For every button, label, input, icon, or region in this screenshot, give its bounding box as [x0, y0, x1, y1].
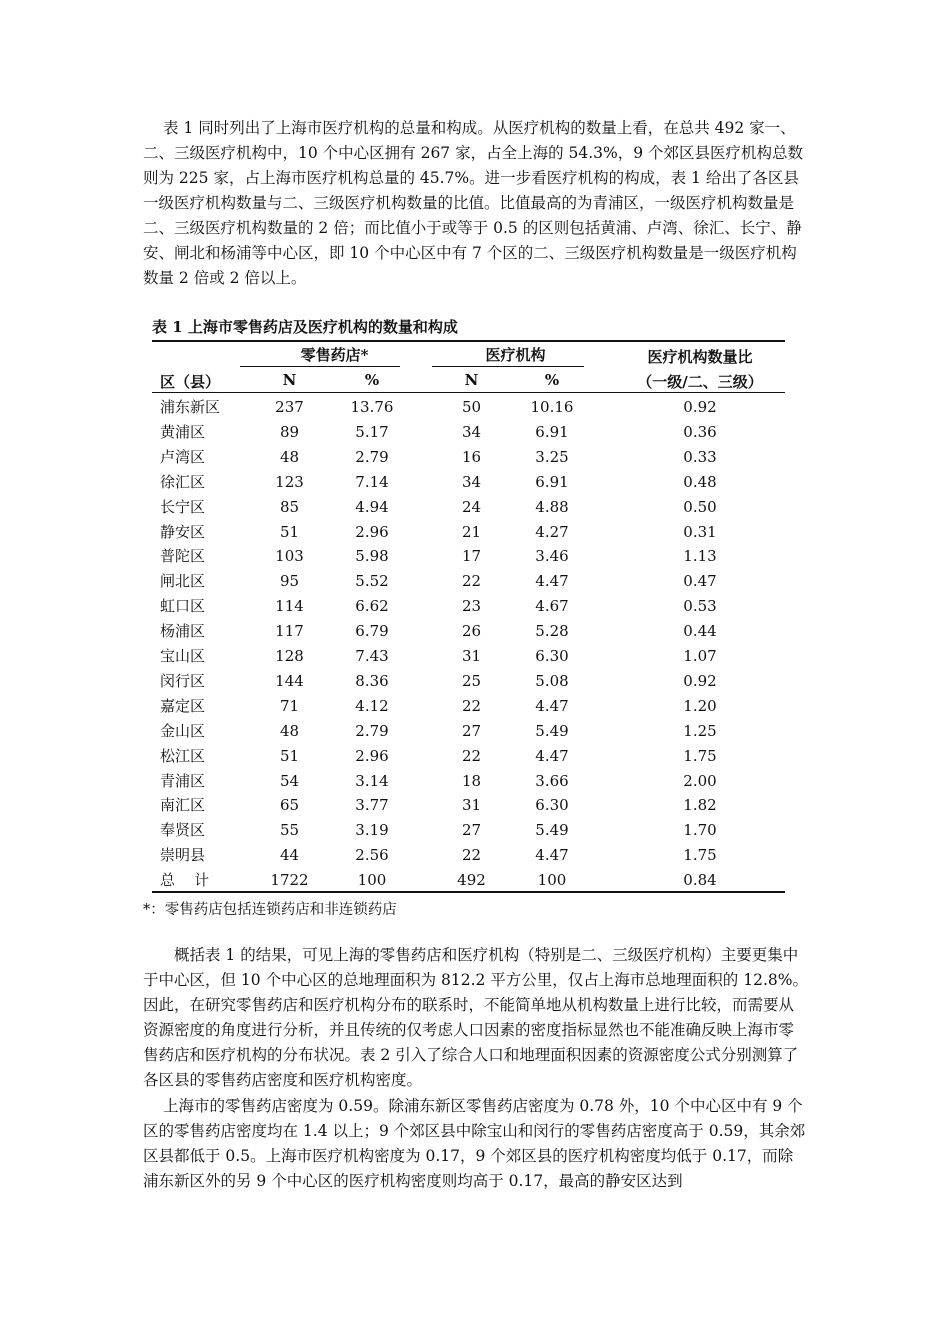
- header-n1: N: [282, 371, 297, 389]
- table-row: [152, 619, 785, 644]
- cell-ratio: 1.75: [683, 746, 717, 765]
- table-row: [152, 520, 785, 545]
- cell-pct1: 2.79: [355, 721, 389, 740]
- cell-district: 徐汇区: [160, 472, 206, 491]
- table-row: [152, 544, 785, 569]
- table-header-rule: [152, 392, 785, 393]
- cell-ratio: 1.07: [683, 647, 717, 665]
- cell-district: 闵行区: [160, 671, 206, 690]
- cell-pct2: 5.28: [535, 622, 569, 641]
- cell-pct1: 7.43: [355, 647, 389, 665]
- cell-pct2: 3.25: [535, 447, 569, 466]
- table-row: [152, 420, 785, 445]
- table-row: [152, 694, 785, 719]
- table-row: [152, 594, 785, 619]
- cell-n1: 95: [279, 572, 300, 591]
- cell-pct2: 5.49: [535, 721, 569, 740]
- cell-district: 虹口区: [160, 597, 206, 616]
- cell-pct2: 4.47: [535, 846, 569, 865]
- cell-pct1: 2.96: [355, 522, 389, 541]
- cell-n1: 55: [279, 821, 300, 840]
- cell-pct1: 7.14: [355, 472, 389, 491]
- paragraph-1: 表 1 同时列出了上海市医疗机构的总量和构成。从医疗机构的数量上看，在总共 492 家一、二、三级医疗机构中，10 个中心区拥有 267 家，占全上海的 54.3%，9 个郊区县医疗机构总数则为 225 家，占上海市医疗机构总量的 45.7%。进一步看医疗机构的构成，表 1 给出了各区县一级医疗机构数量与二、三级医疗机构数量的比值。比值最高的为青浦区，一级医疗机构数量是二、三级医疗机构数量的 2 倍；而比值小于或等于 0.5 的区则包括黄浦、卢湾、徐汇、长宁、静安、闸北和杨浦等中心区，即 10 个中心区中有 7 个区的二、三级医疗机构数量是一级医疗机构数量 2 倍或 2 倍以上。: [143, 119, 804, 287]
- cell-pct2: 3.46: [535, 547, 569, 566]
- cell-n2: 22: [461, 846, 482, 865]
- cell-n2: 34: [461, 422, 482, 441]
- cell-pct2: 4.88: [535, 497, 569, 516]
- cell-n2: 22: [461, 696, 482, 715]
- cell-district: 杨浦区: [160, 622, 206, 641]
- cell-ratio: 1.70: [683, 821, 717, 840]
- cell-district: 总 计: [160, 871, 210, 890]
- header-n2: N: [464, 371, 479, 389]
- cell-pct1: 100: [357, 871, 387, 890]
- cell-n2: 23: [461, 597, 482, 616]
- cell-pct1: 13.76: [350, 398, 394, 416]
- cell-district: 青浦区: [160, 771, 206, 790]
- header-pct2: %: [544, 371, 560, 389]
- cell-n2: 50: [461, 398, 482, 416]
- cell-ratio: 0.48: [683, 472, 717, 491]
- cell-pct1: 5.17: [355, 422, 389, 441]
- cell-ratio: 2.00: [683, 771, 717, 790]
- cell-ratio: 0.47: [683, 572, 717, 591]
- cell-n2: 24: [461, 497, 482, 516]
- cell-pct2: 4.27: [535, 522, 569, 541]
- table-row: [152, 644, 785, 669]
- cell-n2: 16: [461, 447, 482, 466]
- cell-pct1: 4.94: [355, 497, 389, 516]
- cell-pct2: 10.16: [530, 398, 574, 416]
- cell-pct2: 4.67: [535, 597, 569, 616]
- cell-n2: 18: [461, 771, 482, 790]
- cell-n2: 17: [461, 547, 482, 566]
- cell-n1: 48: [279, 721, 300, 740]
- cell-n2: 31: [461, 647, 482, 665]
- cell-district: 嘉定区: [160, 696, 206, 715]
- cell-n1: 48: [279, 447, 300, 466]
- cell-district: 长宁区: [160, 497, 206, 516]
- paragraph-3: 上海市的零售药店密度为 0.59。除浦东新区零售药店密度为 0.78 外，10 个中心区中有 9 个区的零售药店密度均在 1.4 以上；9 个郊区县中除宝山和闵行的零售药店密度高于 0.59，其余郊区县都低于 0.5。上海市医疗机构密度为 0.17，9 个郊区县的医疗机构密度均低于 0.17，而除浦东新区外的另 9 个中心区的医疗机构密度则均高于 0.17，最高的静安区达到: [143, 1097, 806, 1190]
- cell-pct2: 6.30: [535, 647, 569, 665]
- cell-pct1: 3.14: [355, 771, 389, 790]
- cell-pct1: 3.19: [355, 821, 389, 840]
- table-row: [152, 569, 785, 594]
- cell-n2: 31: [461, 796, 482, 815]
- cell-ratio: 0.92: [683, 398, 717, 416]
- cell-n2: 27: [461, 721, 482, 740]
- cell-district: 静安区: [160, 522, 206, 541]
- cell-ratio: 1.75: [683, 846, 717, 865]
- table-row: [152, 719, 785, 744]
- cell-n2: 492: [457, 871, 486, 890]
- cell-n2: 27: [461, 821, 482, 840]
- table-title: 表 1 上海市零售药店及医疗机构的数量和构成: [152, 318, 458, 336]
- cell-pct1: 6.62: [355, 597, 389, 616]
- cell-pct2: 4.47: [535, 746, 569, 765]
- table-top-rule: [152, 340, 785, 342]
- table-row: [152, 868, 785, 893]
- table-row: [152, 395, 785, 420]
- cell-district: 浦东新区: [160, 398, 221, 416]
- cell-district: 普陀区: [160, 547, 206, 566]
- cell-n1: 89: [279, 422, 300, 441]
- table-row: [152, 445, 785, 470]
- table-row: [152, 669, 785, 694]
- cell-n2: 21: [461, 522, 482, 541]
- cell-pct1: 2.96: [355, 746, 389, 765]
- cell-district: 南汇区: [160, 796, 206, 815]
- cell-ratio: 0.84: [683, 871, 717, 890]
- cell-n2: 34: [461, 472, 482, 491]
- cell-n2: 22: [461, 746, 482, 765]
- cell-n1: 85: [279, 497, 300, 516]
- cell-district: 奉贤区: [160, 821, 206, 840]
- medical-group-rule: [432, 366, 584, 367]
- header-medical-group: 医疗机构: [485, 346, 546, 364]
- cell-n1: 128: [275, 647, 304, 665]
- cell-ratio: 0.36: [683, 422, 717, 441]
- header-ratio-line2: （一级/二、三级）: [637, 373, 763, 391]
- pharmacy-group-rule: [240, 366, 400, 367]
- cell-n1: 71: [279, 696, 300, 715]
- table-footnote: *：零售药店包括连锁药店和非连锁药店: [143, 902, 397, 918]
- cell-n2: 25: [461, 671, 482, 690]
- cell-n1: 117: [275, 622, 304, 641]
- cell-pct1: 2.79: [355, 447, 389, 466]
- cell-pct2: 4.47: [535, 696, 569, 715]
- cell-ratio: 0.50: [683, 497, 717, 516]
- cell-district: 松江区: [160, 746, 206, 765]
- cell-district: 黄浦区: [160, 422, 206, 441]
- cell-n1: 103: [275, 547, 304, 566]
- cell-pct2: 6.91: [535, 422, 569, 441]
- cell-n1: 144: [275, 671, 304, 690]
- header-pct1: %: [364, 371, 380, 389]
- cell-ratio: 0.33: [683, 447, 717, 466]
- paragraph-2: 概括表 1 的结果，可见上海的零售药店和医疗机构（特别是二、三级医疗机构）主要更集中于中心区，但 10 个中心区的总地理面积为 812.2 平方公里，仅占上海市总地理面积的 12.8%。因此，在研究零售药店和医疗机构分布的联系时，不能简单地从机构数量上进行比较，而需要从资源密度的角度进行分析，并且传统的仅考虑人口因素的密度指标显然也不能准确反映上海市零售药店和医疗机构的分布状况。表 2 引入了综合人口和地理面积因素的资源密度公式分别测算了各区县的零售药店密度和医疗机构密度。: [143, 946, 808, 1089]
- cell-n1: 123: [275, 472, 304, 491]
- cell-ratio: 0.44: [683, 622, 717, 641]
- cell-pct1: 6.79: [355, 622, 389, 641]
- cell-district: 崇明县: [160, 846, 206, 865]
- table-row: [152, 793, 785, 818]
- cell-ratio: 0.31: [683, 522, 717, 541]
- cell-n1: 54: [279, 771, 300, 790]
- cell-ratio: 0.92: [683, 671, 717, 690]
- cell-n1: 237: [275, 398, 304, 416]
- table-row: [152, 495, 785, 520]
- table-row: [152, 843, 785, 868]
- cell-district: 宝山区: [160, 647, 206, 665]
- cell-n1: 44: [279, 846, 300, 865]
- cell-pct1: 4.12: [355, 696, 389, 715]
- cell-pct2: 5.49: [535, 821, 569, 840]
- table-row: [152, 744, 785, 769]
- cell-pct2: 6.30: [535, 796, 569, 815]
- data-table: [152, 340, 785, 895]
- cell-pct2: 4.47: [535, 572, 569, 591]
- table-bottom-rule: [152, 891, 785, 893]
- cell-pct1: 2.56: [355, 846, 389, 865]
- cell-ratio: 1.20: [683, 696, 717, 715]
- cell-pct1: 8.36: [355, 671, 389, 690]
- cell-n1: 51: [279, 522, 300, 541]
- header-pharmacy-group: 零售药店*: [300, 346, 369, 364]
- cell-district: 闸北区: [160, 572, 206, 591]
- cell-ratio: 1.13: [683, 547, 717, 566]
- cell-pct2: 3.66: [535, 771, 569, 790]
- cell-n1: 1722: [270, 871, 309, 890]
- cell-ratio: 1.25: [683, 721, 717, 740]
- cell-pct2: 6.91: [535, 472, 569, 491]
- table-row: [152, 769, 785, 794]
- cell-ratio: 1.82: [683, 796, 717, 815]
- cell-pct2: 5.08: [535, 671, 569, 690]
- header-district: 区（县）: [160, 373, 221, 391]
- table-row: [152, 818, 785, 843]
- cell-n2: 26: [461, 622, 482, 641]
- table-row: [152, 470, 785, 495]
- cell-district: 卢湾区: [160, 447, 206, 466]
- cell-pct1: 5.52: [355, 572, 389, 591]
- cell-ratio: 0.53: [683, 597, 717, 616]
- cell-n1: 114: [275, 597, 304, 616]
- cell-district: 金山区: [160, 721, 206, 740]
- cell-pct1: 5.98: [355, 547, 389, 566]
- cell-n1: 65: [279, 796, 300, 815]
- cell-pct1: 3.77: [355, 796, 389, 815]
- header-ratio-line1: 医疗机构数量比: [647, 348, 753, 366]
- cell-n1: 51: [279, 746, 300, 765]
- cell-n2: 22: [461, 572, 482, 591]
- cell-pct2: 100: [537, 871, 567, 890]
